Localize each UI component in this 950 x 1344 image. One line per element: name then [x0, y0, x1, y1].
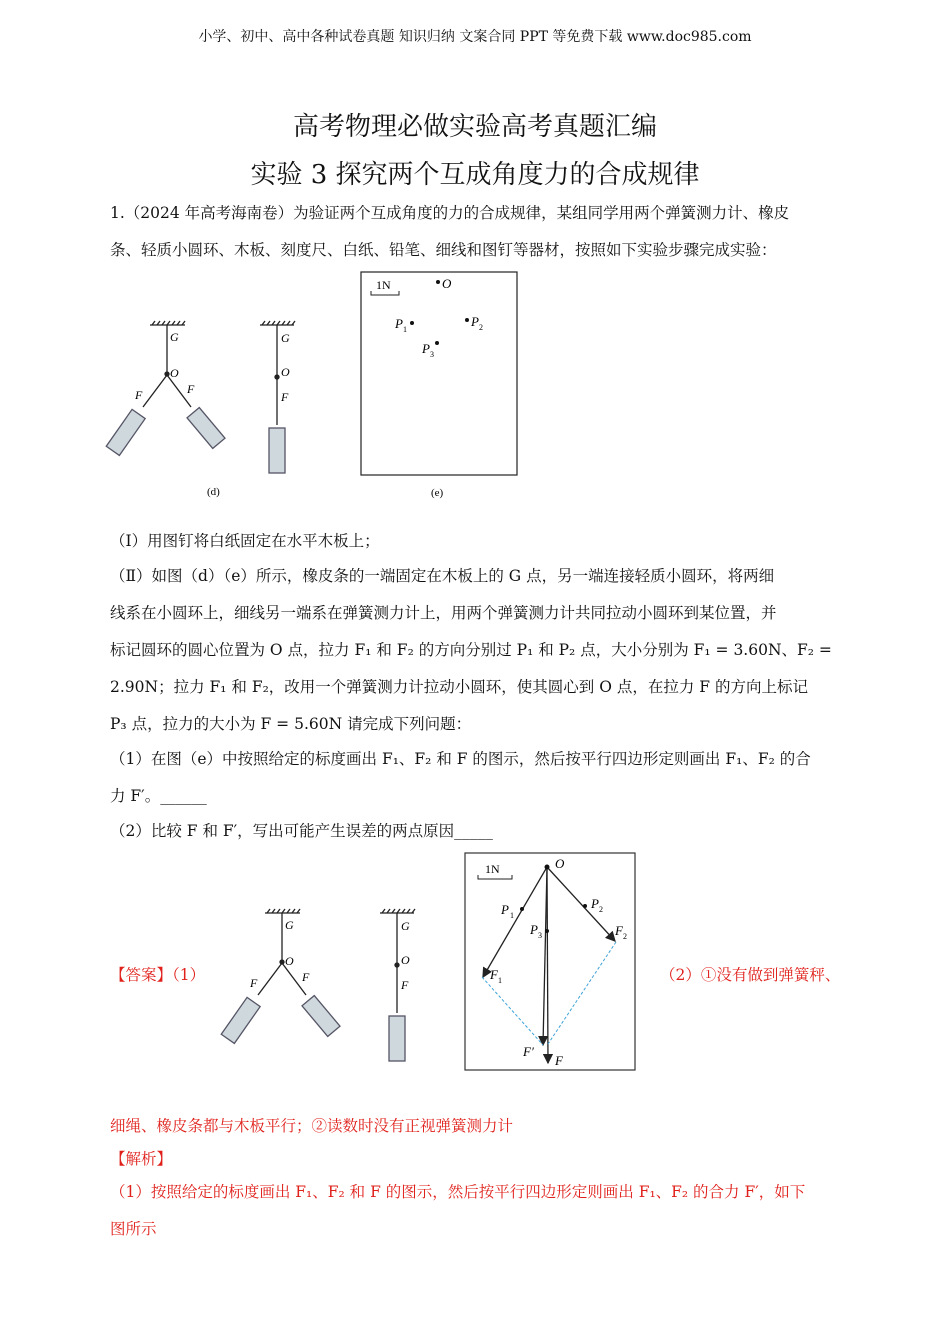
label-f2: F — [302, 970, 310, 984]
step-line: 标记圆环的圆心位置为 O 点，拉力 F₁ 和 F₂ 的方向分别过 P₁ 和 P₂ 点，大小分别为 F₁ = 3.60N、F₂ = — [110, 641, 832, 659]
vector-f2-label: F — [615, 923, 623, 938]
point-p3: P — [422, 341, 430, 356]
figure-d-single — [250, 315, 310, 485]
step-line: 线系在小圆环上，细线另一端系在弹簧测力计上，用两个弹簧测力计共同拉动小圆环到某位置，并 — [110, 604, 777, 622]
document-title: 高考物理必做实验高考真题汇编 — [292, 112, 657, 142]
label-f: F — [281, 390, 289, 404]
scale-label: 1N — [376, 278, 391, 292]
point-o: O — [442, 276, 452, 291]
vector-f1-label: F — [490, 967, 498, 982]
analysis-label: 【解析】 — [110, 1150, 173, 1168]
point-o: O — [555, 856, 565, 871]
caption-e: (e) — [431, 487, 444, 499]
step-line: P₃ 点，拉力的大小为 F = 5.60N 请完成下列问题： — [110, 715, 472, 733]
point-p1: P — [501, 902, 509, 917]
figure-e — [355, 266, 525, 506]
label-o: O — [281, 365, 290, 379]
step-line: 2.90N；拉力 F₁ 和 F₂，改用一个弹簧测力计拉动小圆环，使其圆心到 O 点，在拉力 F 的方向上标记 — [110, 678, 808, 696]
answer-part2: （2）①没有做到弹簧秤、 — [660, 966, 841, 984]
subscript: 3 — [430, 350, 434, 359]
answer-label: 【答案】（1） — [110, 966, 206, 984]
point-p2: P — [471, 314, 479, 329]
point-p1: P — [395, 316, 403, 331]
answer-part2-continued: 细绳、橡皮条都与木板平行；②读数时没有正视弹簧测力计 — [110, 1117, 514, 1135]
label-g: G — [170, 330, 179, 344]
answer-figure-e — [463, 851, 638, 1073]
analysis-line: （1）按照给定的标度画出 F₁、F₂ 和 F 的图示，然后按平行四边形定则画出 F₁、F₂ 的合力 F′，如下 — [110, 1183, 806, 1201]
label-o: O — [170, 366, 179, 380]
step-line: （2）比较 F 和 F′，写出可能产生误差的两点原因_____ — [110, 822, 493, 840]
label-g: G — [401, 919, 410, 933]
step-line: （1）在图（e）中按照给定的标度画出 F₁、F₂ 和 F 的图示，然后按平行四边形定则画出 F₁、F₂ 的合 — [110, 750, 811, 768]
label-f2: F — [187, 382, 195, 396]
experiment-title: 实验 3 探究两个互成角度力的合成规律 — [250, 160, 700, 190]
point-p2: P — [591, 896, 599, 911]
label-g: G — [285, 918, 294, 932]
label-f: F — [401, 978, 409, 992]
step-line: （Ⅱ）如图（d）（e）所示，橡皮条的一端固定在木板上的 G 点，另一端连接轻质小圆环，将两细 — [110, 567, 775, 585]
caption-d: (d) — [207, 486, 220, 498]
step-line: 力 F′。______ — [110, 787, 207, 805]
answer-figure-d-single — [370, 903, 430, 1073]
label-f1: F — [250, 976, 258, 990]
page-header: 小学、初中、高中各种试卷真题 知识归纳 文案合同 PPT 等免费下载 www.doc985.com — [198, 29, 752, 45]
label-o: O — [285, 954, 294, 968]
scale-label: 1N — [485, 862, 500, 876]
subscript: 2 — [623, 932, 627, 941]
subscript: 1 — [403, 325, 407, 334]
label-o: O — [401, 953, 410, 967]
step-line: （Ⅰ）用图钉将白纸固定在水平木板上； — [110, 532, 380, 550]
vector-f-label: F — [555, 1053, 563, 1068]
subscript: 1 — [498, 976, 502, 985]
vector-fprime-label: F′ — [523, 1044, 534, 1059]
analysis-line: 图所示 — [110, 1220, 157, 1238]
question-line: 1.（2024 年高考海南卷）为验证两个互成角度的力的合成规律，某组同学用两个弹簧测力计、橡皮 — [110, 204, 790, 222]
subscript: 3 — [538, 931, 542, 940]
subscript: 1 — [510, 911, 514, 920]
label-g: G — [281, 331, 290, 345]
label-f1: F — [135, 388, 143, 402]
subscript: 2 — [479, 323, 483, 332]
figure-d — [105, 315, 235, 505]
answer-figure-d — [220, 903, 350, 1063]
subscript: 2 — [599, 905, 603, 914]
question-line: 条、轻质小圆环、木板、刻度尺、白纸、铅笔、细线和图钉等器材，按照如下实验步骤完成实验： — [110, 241, 777, 259]
point-p3: P — [530, 922, 538, 937]
